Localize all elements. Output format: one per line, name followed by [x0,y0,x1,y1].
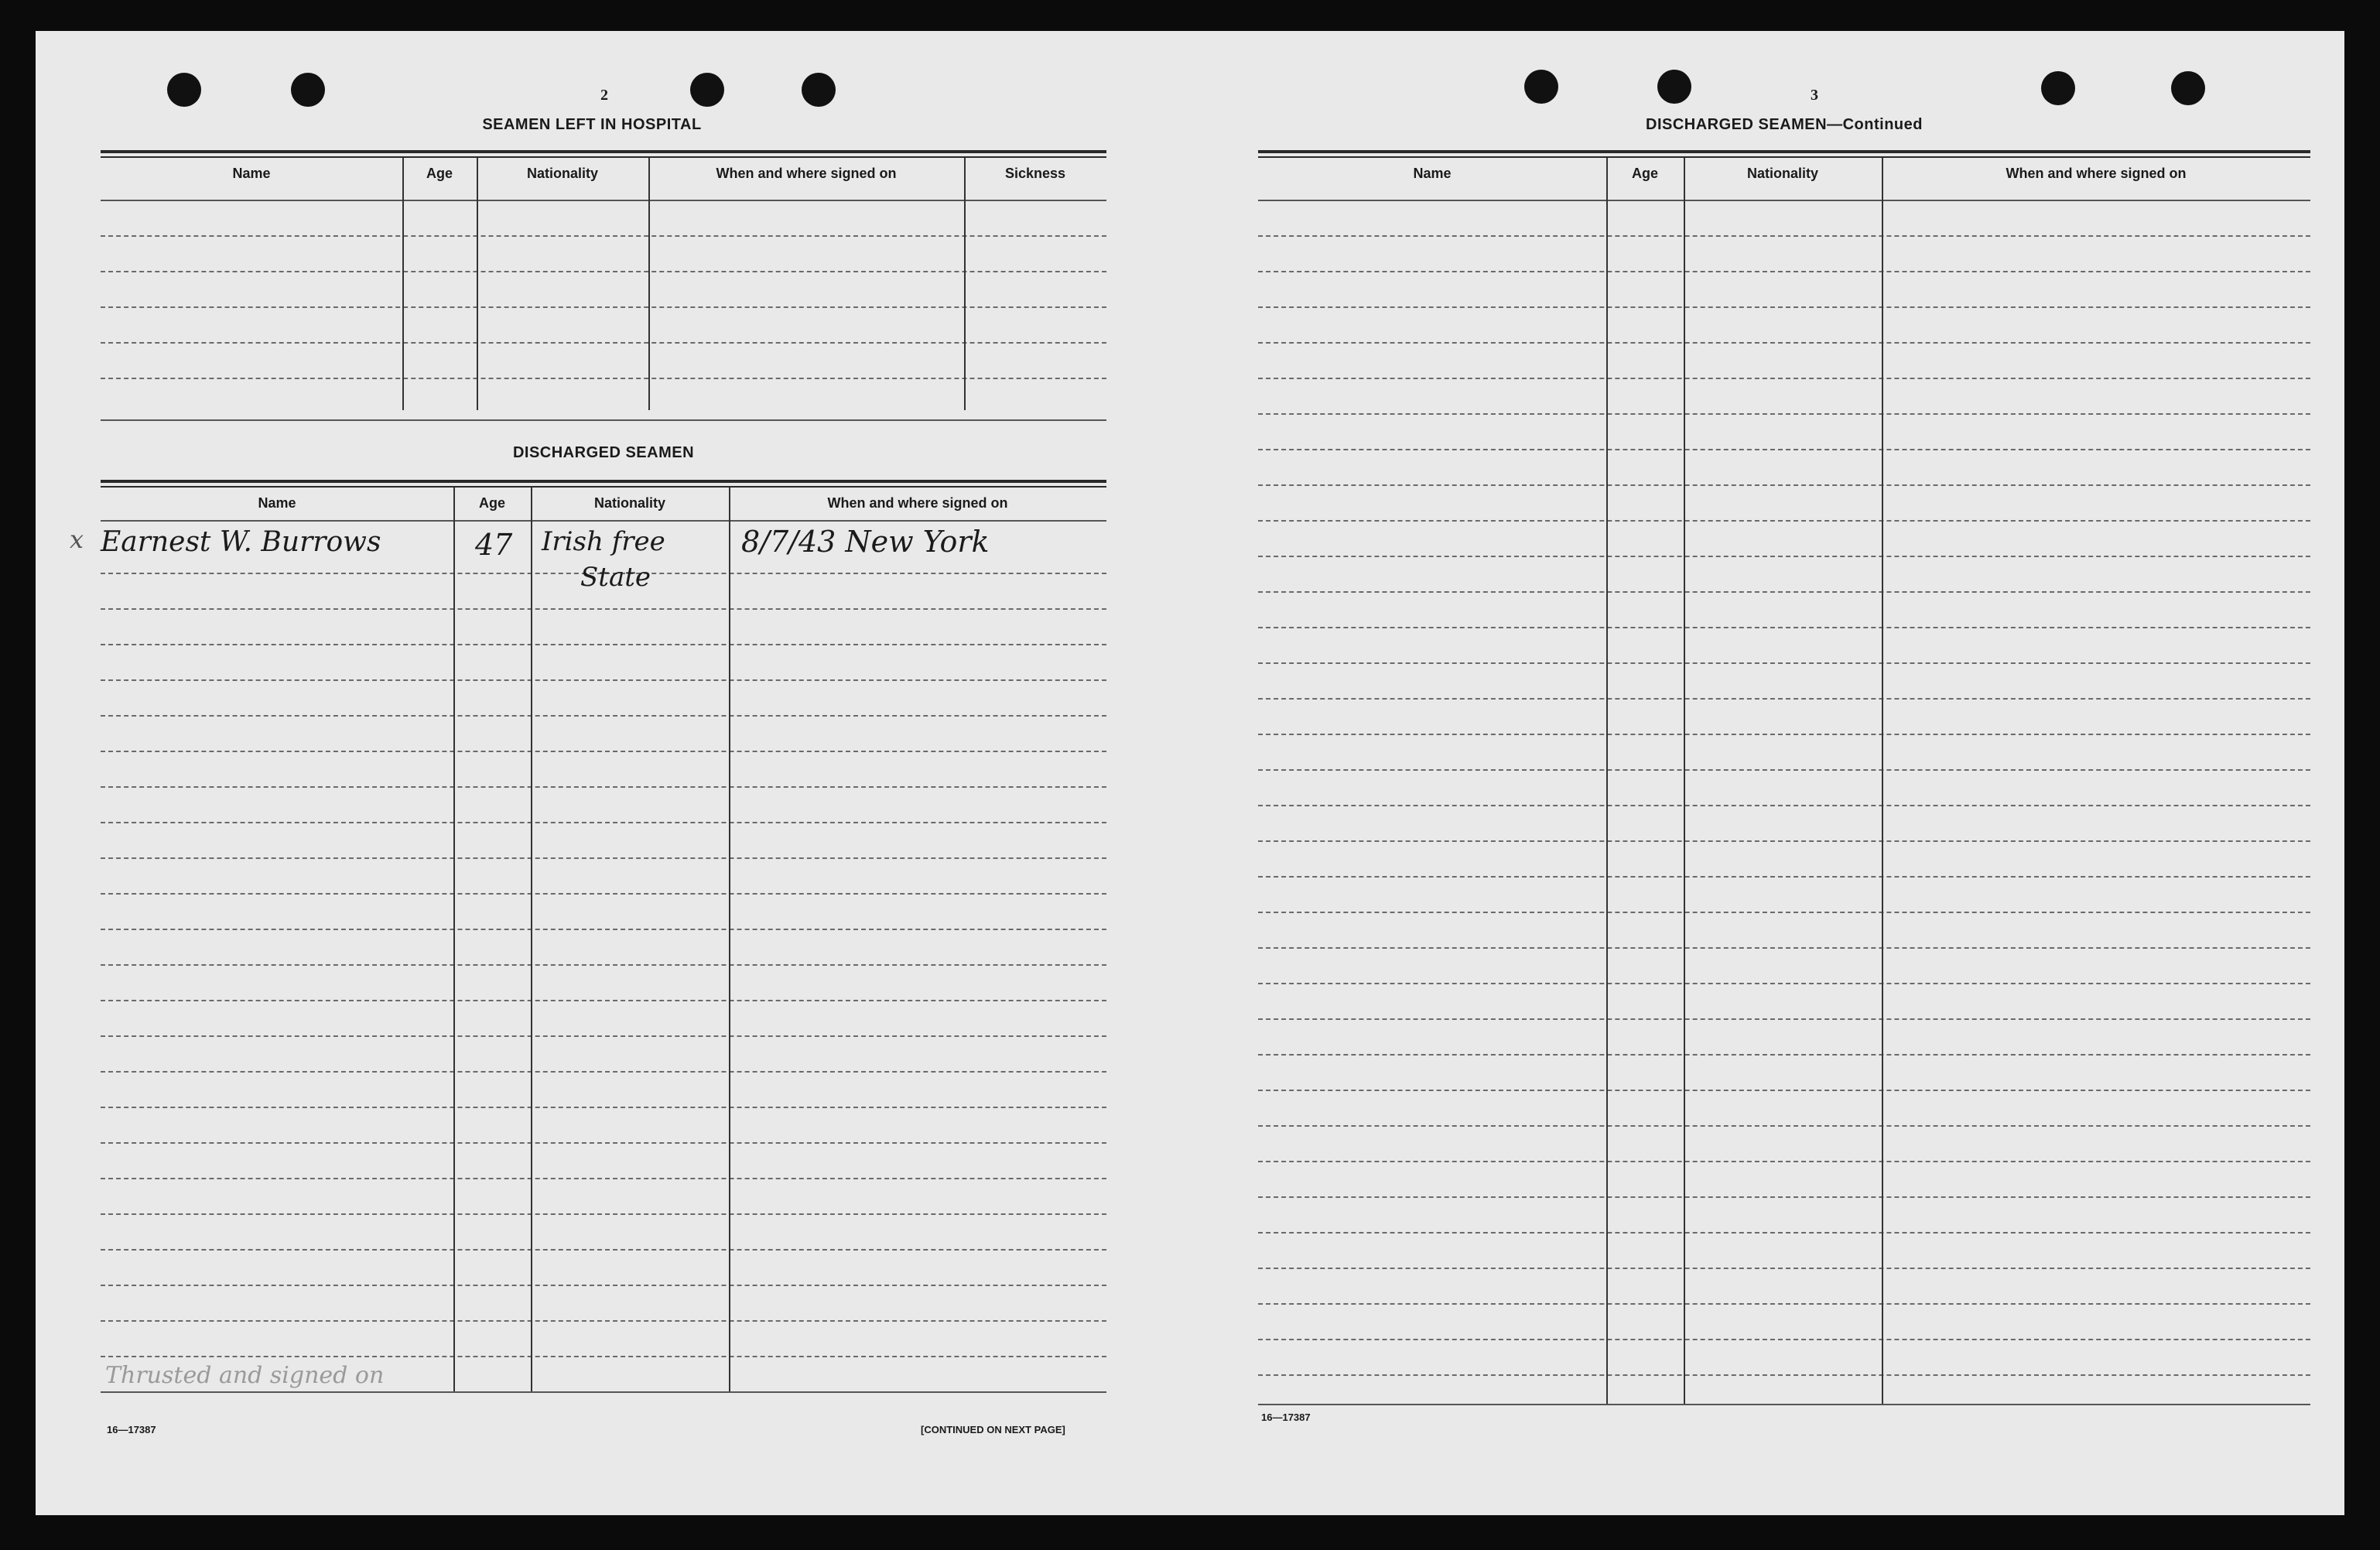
pencil-note: Thrusted and signed on [105,1362,385,1389]
col-header-age: Age [1631,166,1658,181]
col-header-sickness: Sickness [1004,166,1066,181]
col-header-nationality: Nationality [526,166,598,181]
punch-hole [2171,71,2205,105]
seaman-signed-on: 8/7/43 New York [741,525,990,559]
col-header-nationality: Nationality [1746,166,1818,181]
col-header-signed-on: When and where signed on [827,495,1008,511]
punch-hole [690,73,724,107]
discharged-continued-table [1258,150,2310,1419]
punch-hole [167,73,201,107]
col-header-name: Name [232,166,271,181]
seaman-name: Earnest W. Burrows [101,526,381,558]
discharged-title-suffix: —Continued [1827,116,1923,133]
punch-hole [1657,70,1691,104]
form-number: 16—17387 [1261,1411,1311,1423]
discharged-section-title: DISCHARGED SEAMEN [512,444,695,461]
discharged-continued-title [1258,116,2310,134]
col-header-signed-on: When and where signed on [716,166,897,181]
punch-hole [1524,70,1558,104]
page-number: 2 [600,87,608,104]
punch-hole [2041,71,2075,105]
discharged-title-main: DISCHARGED SEAMEN [1646,116,1828,133]
hospital-section-title: SEAMEN LEFT IN HOSPITAL [482,116,702,133]
document-sheet [36,31,2344,1515]
col-header-age: Age [426,166,453,181]
punch-hole [291,73,325,107]
discharged-table [70,480,1106,1413]
punch-hole [802,73,836,107]
col-header-nationality: Nationality [593,495,665,511]
row-mark: x [70,525,84,554]
col-header-age: Age [478,495,505,511]
continued-note: [CONTINUED ON NEXT PAGE] [921,1424,1065,1435]
seaman-nationality-line2: State [580,562,651,593]
col-header-name: Name [1413,166,1452,181]
hospital-table [101,150,1106,410]
col-header-name: Name [258,495,296,511]
page-number: 3 [1811,87,1818,104]
seaman-nationality-line1: Irish free [542,526,665,557]
form-number: 16—17387 [107,1424,156,1435]
seaman-age: 47 [475,528,513,562]
col-header-signed-on: When and where signed on [2006,166,2187,181]
